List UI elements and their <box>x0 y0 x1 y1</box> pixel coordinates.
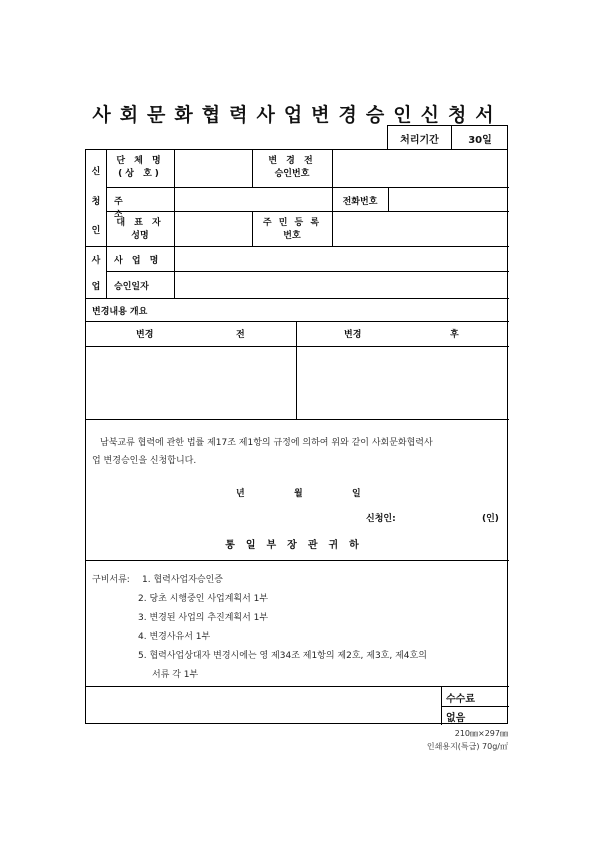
document-item-4: 4. 변경사유서 1부 <box>138 632 211 642</box>
processing-period-box <box>387 125 508 150</box>
address-label: 주 소 <box>114 197 143 220</box>
applicant-side-label-1: 신 <box>91 167 101 177</box>
project-side-label-2: 업 <box>91 282 101 292</box>
project-name-label: 사 업 명 <box>114 256 162 266</box>
application-form <box>85 149 508 724</box>
fee-value: 없음 <box>446 713 466 724</box>
document-item-2: 2. 당초 시행중인 사업계획서 1부 <box>138 594 269 604</box>
documents-label: 구비서류: <box>92 575 130 585</box>
applicant-side-label-2: 청 <box>91 197 101 207</box>
approval-date-field[interactable] <box>175 272 508 297</box>
after-change-label: 변경 <box>344 330 362 340</box>
representative-field[interactable] <box>175 212 251 245</box>
processing-period-value: 30일 <box>468 135 492 146</box>
before-change-label-2: 전 <box>236 330 245 340</box>
after-change-label-2: 후 <box>450 330 459 340</box>
declaration-text-line2: 업 변경승인을 신청합니다. <box>92 456 197 466</box>
phone-field[interactable] <box>389 188 508 210</box>
seal-mark: (인) <box>482 514 499 524</box>
document-item-3: 3. 변경된 사업의 추진계획서 1부 <box>138 613 269 623</box>
applicant-signature-label: 신청인: <box>366 514 396 524</box>
after-change-field[interactable] <box>297 347 508 418</box>
date-month-label: 월 <box>294 489 303 499</box>
paper-size-note: 210㎜×297㎜ <box>454 729 508 738</box>
processing-period-label: 처리기간 <box>400 135 439 146</box>
project-side-label-1: 사 <box>91 256 101 266</box>
document-item-5: 5. 협력사업상대자 변경시에는 영 제34조 제1항의 제2호, 제3호, 제4호의 <box>138 651 427 661</box>
before-change-label: 변경 <box>136 330 154 340</box>
group-name-field[interactable] <box>175 151 251 186</box>
change-summary-label: 변경내용 개요 <box>92 307 148 317</box>
addressee: 통일부장관귀하 <box>225 540 370 551</box>
declaration-text-line1: 남북교류 협력에 관한 법률 제17조 제1항의 규정에 의하여 위와 같이 사회문화협력사 <box>100 438 433 448</box>
fee-label: 수수료 <box>446 694 475 705</box>
address-field[interactable] <box>175 188 331 210</box>
date-year-label: 년 <box>236 489 245 499</box>
approval-date-label: 승인일자 <box>114 282 149 292</box>
document-item-1: 1. 협력사업자승인증 <box>142 575 224 585</box>
group-name-label: 단 체 명 (상 호) <box>116 156 164 179</box>
resident-id-label: 주 민 등 록 번호 <box>262 218 322 241</box>
pre-change-approval-label: 변 경 전 승인번호 <box>268 156 316 179</box>
representative-label: 대 표 자 성명 <box>116 218 164 241</box>
applicant-side-label-3: 인 <box>91 226 101 236</box>
document-item-5-cont: 서류 각 1부 <box>152 670 199 680</box>
before-change-field[interactable] <box>87 347 295 418</box>
pre-change-approval-field[interactable] <box>333 151 508 186</box>
phone-label: 전화번호 <box>342 197 378 207</box>
resident-id-field[interactable] <box>333 212 508 245</box>
paper-spec-note: 인쇄용지(특급) 70g/㎡ <box>426 742 508 751</box>
date-day-label: 일 <box>352 489 361 499</box>
form-title: 사회문화협력사업변경승인신청서 <box>92 104 503 126</box>
project-name-field[interactable] <box>175 247 508 270</box>
